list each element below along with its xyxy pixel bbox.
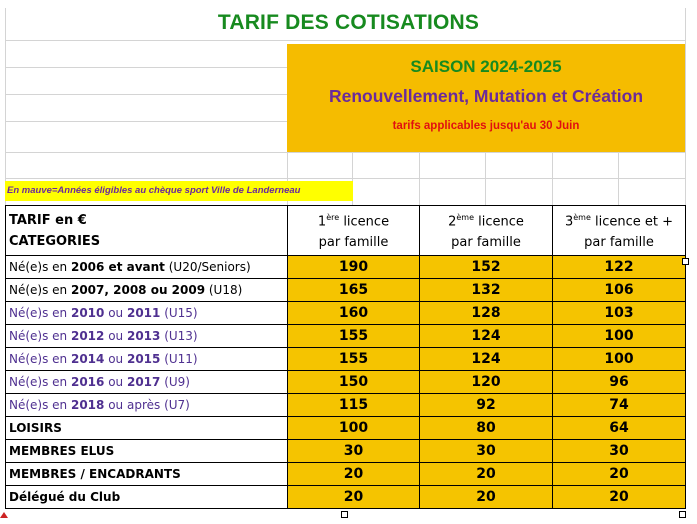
price-cell: 92 bbox=[420, 394, 553, 417]
category-text-b1: Délégué du Club bbox=[9, 490, 121, 504]
category-cell bbox=[6, 486, 288, 509]
category-text-mid: ou bbox=[104, 306, 127, 320]
table-header-row bbox=[6, 206, 686, 256]
price-cell: 152 bbox=[420, 256, 553, 279]
category-text-pre: Né(e)s en bbox=[9, 260, 71, 274]
category-text-b1: 2014 bbox=[70, 352, 105, 366]
gridline bbox=[5, 152, 685, 153]
gridline bbox=[5, 40, 685, 41]
page-title: TARIF DES COTISATIONS bbox=[217, 11, 480, 34]
price-cell: 100 bbox=[288, 417, 420, 440]
price-cell: 30 bbox=[288, 440, 420, 463]
price-cell: 120 bbox=[420, 371, 553, 394]
price-cell: 190 bbox=[288, 256, 420, 279]
category-text-pre: Né(e)s en bbox=[9, 283, 71, 297]
category-cell bbox=[6, 302, 288, 325]
price-cell: 128 bbox=[420, 302, 553, 325]
category-cell bbox=[6, 417, 288, 440]
header-label-tarif: TARIF en € bbox=[9, 212, 87, 228]
category-cell bbox=[6, 348, 288, 371]
table-row bbox=[6, 325, 686, 348]
price-cell: 165 bbox=[288, 279, 420, 302]
category-text-b1: 2010 bbox=[70, 306, 105, 320]
category-text-b2: 2017 bbox=[126, 375, 161, 389]
category-text-pre: Né(e)s en bbox=[9, 329, 71, 343]
category-text-mid: ou après bbox=[104, 398, 165, 412]
corner-marker-icon bbox=[0, 512, 8, 518]
category-text-mid: ou bbox=[104, 352, 127, 366]
price-cell: 20 bbox=[288, 463, 420, 486]
eligibility-note: En mauve=Années éligibles au chèque sport Ville de Landerneau bbox=[5, 181, 353, 201]
price-cell: 160 bbox=[288, 302, 420, 325]
category-text-b1: 2018 bbox=[70, 398, 105, 412]
price-cell: 155 bbox=[288, 348, 420, 371]
category-text-mid: ou bbox=[104, 375, 127, 389]
price-cell: 124 bbox=[420, 348, 553, 371]
price-cell: 20 bbox=[420, 486, 553, 509]
category-text-pre: Né(e)s en bbox=[9, 306, 71, 320]
category-text-post: (U20/Seniors) bbox=[164, 260, 251, 274]
selection-handle[interactable] bbox=[682, 258, 689, 265]
category-text-post: (U7) bbox=[164, 398, 190, 412]
category-cell bbox=[6, 279, 288, 302]
gridline bbox=[5, 94, 287, 95]
season-box bbox=[287, 44, 685, 152]
category-text-post: (U11) bbox=[160, 352, 198, 366]
category-text-b1: 2007, 2008 ou 2009 bbox=[70, 283, 206, 297]
price-cell: 155 bbox=[288, 325, 420, 348]
gridline bbox=[5, 8, 6, 205]
category-text-b1: MEMBRES ELUS bbox=[9, 444, 115, 458]
category-text-post: (U15) bbox=[160, 306, 198, 320]
season-subtitle: Renouvellement, Mutation et Création bbox=[328, 86, 644, 106]
price-cell: 96 bbox=[553, 371, 686, 394]
category-text-pre: Né(e)s en bbox=[9, 398, 71, 412]
category-text-b2: 2011 bbox=[126, 306, 161, 320]
gridline bbox=[419, 152, 420, 205]
price-cell: 20 bbox=[420, 463, 553, 486]
price-cell: 124 bbox=[420, 325, 553, 348]
table-row bbox=[6, 417, 686, 440]
category-text-post: (U18) bbox=[205, 283, 243, 297]
category-cell bbox=[6, 463, 288, 486]
table-row bbox=[6, 463, 686, 486]
table-row bbox=[6, 256, 686, 279]
category-text-b2: 2013 bbox=[126, 329, 161, 343]
table-row bbox=[6, 302, 686, 325]
price-cell: 115 bbox=[288, 394, 420, 417]
category-text-mid: ou bbox=[104, 329, 127, 343]
category-text-b1: LOISIRS bbox=[9, 421, 62, 435]
gridline bbox=[5, 178, 685, 179]
price-cell: 20 bbox=[553, 486, 686, 509]
gridline bbox=[618, 152, 619, 205]
category-text-b1: MEMBRES / ENCADRANTS bbox=[9, 467, 181, 481]
category-text-post: (U13) bbox=[160, 329, 198, 343]
table-row bbox=[6, 371, 686, 394]
category-text-b1: 2006 et avant bbox=[70, 260, 165, 274]
price-cell: 30 bbox=[420, 440, 553, 463]
price-cell: 150 bbox=[288, 371, 420, 394]
category-text-post: (U9) bbox=[160, 375, 190, 389]
price-cell: 64 bbox=[553, 417, 686, 440]
season-title: SAISON 2024-2025 bbox=[410, 57, 562, 76]
category-text-pre: Né(e)s en bbox=[9, 375, 71, 389]
selection-handle[interactable] bbox=[341, 511, 348, 518]
header-first-licence: 1ère licence par famille bbox=[288, 206, 420, 256]
header-third-licence: 3ème licence et + par famille bbox=[553, 206, 686, 256]
table-row bbox=[6, 440, 686, 463]
price-cell: 30 bbox=[553, 440, 686, 463]
tarif-table bbox=[5, 205, 686, 509]
table-row bbox=[6, 348, 686, 371]
category-cell bbox=[6, 371, 288, 394]
gridline bbox=[685, 8, 686, 205]
table-row bbox=[6, 279, 686, 302]
gridline bbox=[485, 152, 486, 205]
category-text-b2: 2015 bbox=[126, 352, 161, 366]
price-cell: 132 bbox=[420, 279, 553, 302]
gridline bbox=[5, 121, 287, 122]
category-cell bbox=[6, 325, 288, 348]
category-text-b1: 2016 bbox=[70, 375, 105, 389]
header-categories bbox=[6, 206, 288, 256]
price-cell: 80 bbox=[420, 417, 553, 440]
price-cell: 106 bbox=[553, 279, 686, 302]
price-cell: 100 bbox=[553, 348, 686, 371]
price-cell: 100 bbox=[553, 325, 686, 348]
table-row bbox=[6, 486, 686, 509]
header-second-licence: 2ème licence par famille bbox=[420, 206, 553, 256]
table-row bbox=[6, 394, 686, 417]
price-cell: 122 bbox=[553, 256, 686, 279]
category-text-b1: 2012 bbox=[70, 329, 105, 343]
category-cell bbox=[6, 394, 288, 417]
gridline bbox=[552, 152, 553, 205]
price-cell: 20 bbox=[288, 486, 420, 509]
selection-handle[interactable] bbox=[679, 511, 686, 518]
price-cell: 20 bbox=[553, 463, 686, 486]
category-text-pre: Né(e)s en bbox=[9, 352, 71, 366]
gridline bbox=[5, 67, 287, 68]
price-cell: 103 bbox=[553, 302, 686, 325]
category-cell bbox=[6, 256, 288, 279]
header-label-categories: CATEGORIES bbox=[9, 233, 101, 249]
category-cell bbox=[6, 440, 288, 463]
price-cell: 74 bbox=[553, 394, 686, 417]
season-validity-note: tarifs applicables jusqu'au 30 Juin bbox=[392, 120, 580, 132]
